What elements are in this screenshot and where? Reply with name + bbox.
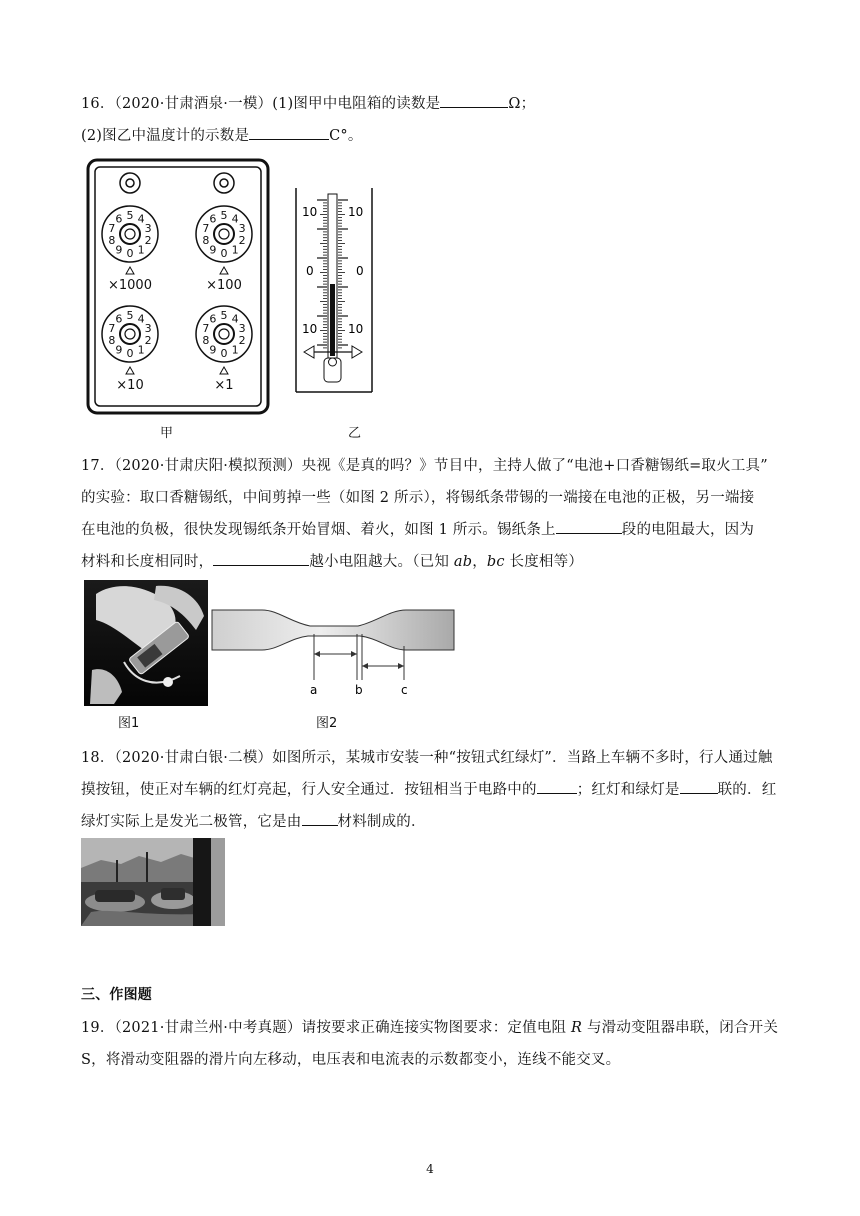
q17-line4: 材料和长度相同时， 越小电阻越大。（已知 ab，bc 长度相等） [81, 554, 584, 570]
dial-digit: 1 [231, 343, 239, 357]
scale-label-right-mid: 0 [356, 264, 364, 278]
dial-digit: 7 [202, 322, 210, 336]
point-label-a: a [310, 683, 318, 697]
answer-blank [213, 552, 309, 566]
q16-line1: 16．（2020·甘肃酒泉·一模）(1)图甲中电阻箱的读数是 Ω； [81, 96, 536, 112]
dial-multiplier-label: ×1 [214, 378, 234, 393]
figure-caption-yi: 乙 [348, 426, 362, 441]
point-label-c: c [401, 683, 408, 697]
scale-label-left-bot: 10 [302, 322, 318, 336]
dial-knob[interactable] [120, 324, 140, 344]
q16-line2: (2)图乙中温度计的示数是 C°。 [81, 128, 363, 144]
q17-line1: 17．（2020·甘肃庆阳·模拟预测）央视《是真的吗？》节目中，主持人做了“电池+口香糖锡纸=取火工具” [81, 458, 768, 474]
dial-digit: 0 [126, 347, 134, 360]
q18-line2: 摸按钮，使正对车辆的红灯亮起，行人安全通过．按钮相当于电路中的 ；红灯和绿灯是 联的．红 [81, 782, 777, 798]
battery-foil-photo [84, 580, 208, 706]
dial-digit: 6 [115, 312, 123, 326]
scale-label-right-bot: 10 [348, 322, 364, 336]
dial-digit: 9 [115, 343, 123, 357]
dial-digit: 8 [202, 333, 210, 347]
dial-multiplier-label: ×1000 [108, 278, 152, 293]
flame-spot [163, 677, 173, 687]
dial-digit: 4 [231, 312, 239, 326]
dial-digit: 1 [137, 243, 145, 257]
dial-knob[interactable] [214, 224, 234, 244]
dial-digit: 1 [231, 243, 239, 257]
dial-digit: 5 [220, 209, 228, 222]
answer-blank [680, 780, 718, 794]
thermometer-bulb [329, 358, 337, 366]
dial-digit: 2 [144, 333, 152, 347]
scale-label-right-top: 10 [348, 205, 364, 219]
answer-blank [440, 94, 508, 108]
dial-digit: 8 [202, 233, 210, 247]
dial-multiplier-label: ×100 [206, 278, 242, 293]
q19-line1: 19．（2021·甘肃兰州·中考真题）请按要求正确连接实物图要求：定值电阻 R 与滑动变阻器串联，闭合开关 [81, 1020, 779, 1036]
resistance-box-figure [86, 158, 272, 416]
scale-label-left-mid: 0 [306, 264, 314, 278]
section-title: 三、作图题 [81, 987, 152, 1003]
q19-line2: S，将滑动变阻器的滑片向左移动，电压表和电流表的示数都变小，连线不能交叉。 [81, 1052, 621, 1068]
street-traffic-light-photo [81, 838, 225, 926]
figure-caption-jia: 甲 [160, 426, 174, 441]
dial-digit: 6 [209, 312, 217, 326]
dial-digit: 1 [137, 343, 145, 357]
dial-digit: 5 [126, 209, 134, 222]
dial-digit: 6 [209, 212, 217, 226]
dial-digit: 9 [209, 343, 217, 357]
traffic-light-pole [193, 838, 211, 926]
dial-digit: 3 [144, 222, 152, 236]
mercury-column [330, 284, 335, 356]
q18-line3: 绿灯实际上是发光二极管，它是由 材料制成的． [81, 814, 426, 830]
scale-label-left-top: 10 [302, 205, 318, 219]
dial-multiplier-label: ×10 [116, 378, 144, 393]
dial-digit: 3 [144, 322, 152, 336]
q17-line3: 在电池的负极，很快发现锡纸条开始冒烟、着火，如图 1 所示。锡纸条上 段的电阻最大，因为 [81, 522, 755, 538]
dial-digit: 3 [238, 222, 246, 236]
dial-digit: 2 [144, 233, 152, 247]
dial-digit: 7 [108, 322, 116, 336]
answer-blank [302, 812, 338, 826]
q17-line2: 的实验：取口香糖锡纸，中间剪掉一些（如图 2 所示），将锡纸条带锡的一端接在电池的正极，另一端接 [81, 490, 755, 506]
dial-digit: 8 [108, 233, 116, 247]
page-number: 4 [426, 1162, 434, 1176]
dial-digit: 8 [108, 333, 116, 347]
dial-digit: 0 [220, 347, 228, 360]
dial-digit: 0 [126, 247, 134, 260]
dial-digit: 6 [115, 212, 123, 226]
dial-digit: 2 [238, 233, 246, 247]
dial-digit: 0 [220, 247, 228, 260]
answer-blank [556, 520, 622, 534]
dial-knob[interactable] [120, 224, 140, 244]
dial-digit: 3 [238, 322, 246, 336]
point-label-b: b [355, 683, 363, 697]
figure-caption-2: 图2 [316, 716, 338, 731]
answer-blank [249, 126, 329, 140]
dial-digit: 2 [238, 333, 246, 347]
foil-strip-figure [210, 608, 458, 708]
figure-caption-1: 图1 [118, 716, 140, 731]
dial-digit: 7 [202, 222, 210, 236]
dial-digit: 5 [126, 309, 134, 322]
dial-knob[interactable] [214, 324, 234, 344]
thermometer-figure [294, 188, 374, 414]
dial-digit: 9 [115, 243, 123, 257]
dial-digit: 7 [108, 222, 116, 236]
dial-digit: 9 [209, 243, 217, 257]
dial-digit: 5 [220, 309, 228, 322]
q18-line1: 18．（2020·甘肃白银·二模）如图所示，某城市安装一种“按钮式红绿灯”．当路上车辆不多时，行人通过触 [81, 750, 773, 766]
answer-blank [537, 780, 577, 794]
dial-digit: 4 [137, 212, 145, 226]
dial-x1000 [102, 206, 158, 293]
dial-digit: 4 [231, 212, 239, 226]
dial-digit: 4 [137, 312, 145, 326]
